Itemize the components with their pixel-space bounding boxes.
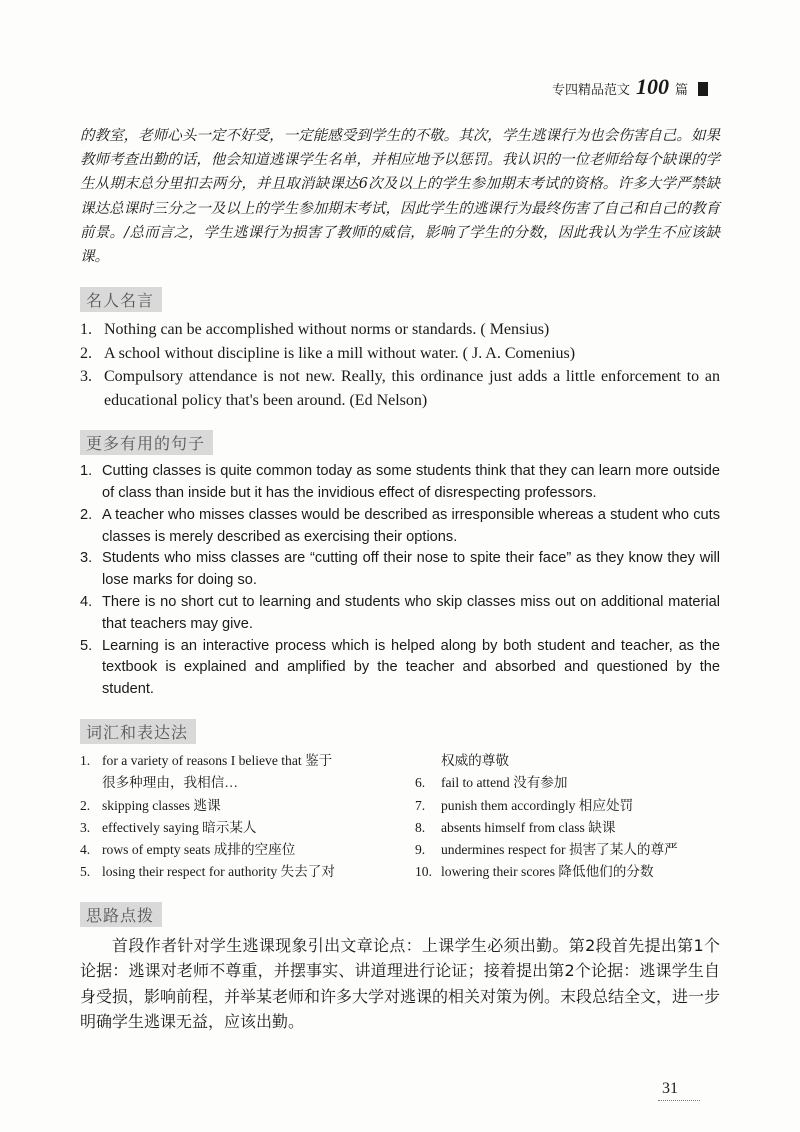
item-text: skipping classes 逃课: [102, 797, 221, 813]
item-number: 7.: [415, 797, 426, 813]
item-text: 很多种理由，我相信…: [102, 775, 238, 791]
vocab-item: [80, 795, 385, 817]
item-text: lowering their scores 降低他们的分数: [441, 864, 654, 880]
item-text: rows of empty seats 成排的空座位: [102, 842, 296, 858]
vocab-left-column: [80, 750, 385, 884]
item-number: [80, 772, 102, 794]
vocab-item: [80, 839, 385, 861]
item-number: [415, 750, 441, 772]
item-number: 4.: [80, 594, 93, 610]
item-number: 8.: [415, 819, 426, 835]
item-number: 1.: [80, 321, 92, 339]
item-text: Cutting classes is quite common today as some students think that they can learn more outside of class than inside but it has the invidious effect of disrespecting professors.: [102, 463, 720, 502]
item-text: A teacher who misses classes would be described as irresponsible whereas a student who cuts classes is merely described as exercising their options.: [102, 506, 720, 545]
item-number: 1.: [80, 463, 93, 480]
quotes-list: [80, 318, 720, 412]
vocab-item: [415, 750, 720, 772]
item-number: 3.: [80, 368, 92, 386]
intro-paragraph: 的教室，老师心头一定不好受，一定能感受到学生的不敬。其次，学生逃课行为也会伤害自己。如果教师考查出勤的话，他会知道逃课学生名单，并相应地予以惩罚。我认识的一位老师给每个缺课的学生从期末总分里扣去两分，并且取消缺课达6次及以上的学生参加期末考试的资格。许多大学严禁缺课达总课时三分之一及以上的学生参加期末考试，因此学生的逃课行为最终伤害了自己和自己的教育前景。/总而言之，学生逃课行为损害了教师的威信，影响了学生的分数，因此我认为学生不应该缺课。: [80, 128, 720, 266]
quotes-section-title: 名人名言: [80, 287, 162, 312]
item-text: Compulsory attendance is not new. Really, this ordinance just adds a little enforcement to an educational policy that's been around. (Ed Nelson): [104, 368, 720, 409]
book-suffix: 篇: [674, 83, 688, 98]
list-item: [80, 342, 720, 366]
item-text: There is no short cut to learning and students who skip classes miss out on additional material that teachers may give.: [102, 594, 720, 632]
item-number: 5.: [80, 864, 91, 880]
vocab-item: [415, 817, 720, 839]
item-text: 权威的尊敬: [441, 752, 509, 768]
vocab-item: [80, 750, 385, 772]
vocab-item: [415, 795, 720, 817]
vocab-item: [415, 861, 720, 883]
list-item: [80, 548, 720, 592]
item-number: 6.: [415, 775, 426, 791]
item-number: 10.: [415, 864, 432, 880]
page-number-underline: [658, 1100, 700, 1104]
list-item: [80, 365, 720, 412]
item-text: Nothing can be accomplished without norms or standards. ( Mensius): [104, 321, 550, 339]
item-number: 4.: [80, 842, 91, 858]
running-header: [552, 74, 708, 100]
vocab-item: [80, 861, 385, 883]
item-text: Students who miss classes are “cutting off their nose to spite their face” as they know they will lose marks for doing so.: [102, 550, 720, 589]
page-number: 31: [662, 1080, 678, 1097]
list-item: [80, 505, 720, 549]
item-text: undermines respect for 损害了某人的尊严: [441, 842, 678, 858]
vocab-item: [80, 817, 385, 839]
vocab-section-title: 词汇和表达法: [80, 719, 196, 744]
item-text: A school without discipline is like a mill without water. ( J. A. Comenius): [104, 344, 576, 362]
vocab-columns: [80, 750, 720, 884]
list-item: [80, 592, 720, 636]
item-number: 9.: [415, 842, 426, 858]
book-number: 100: [635, 74, 669, 99]
item-text: for a variety of reasons I believe that 鉴于: [102, 752, 333, 768]
vocab-item: [415, 839, 720, 861]
book-title: 专四精品范文: [551, 83, 630, 98]
sentences-section-title: 更多有用的句子: [80, 430, 213, 455]
item-text: effectively saying 暗示某人: [102, 819, 257, 835]
page-content: [80, 124, 720, 1035]
bookmark-icon: [698, 82, 708, 96]
vocab-right-column: [415, 750, 720, 884]
item-number: 5.: [80, 637, 93, 654]
item-number: 2.: [80, 506, 93, 523]
vocab-item: [80, 772, 385, 794]
item-number: 1.: [80, 752, 91, 768]
item-text: losing their respect for authority 失去了对: [102, 864, 335, 880]
list-item: [80, 461, 720, 505]
item-text: fail to attend 没有参加: [441, 775, 568, 791]
item-text: Learning is an interactive process which is helped along by both student and teacher, as the textbook is explained and amplified by the teacher and absorbed and questioned by the student.: [102, 637, 720, 698]
analysis-section-title: 思路点拨: [80, 902, 162, 927]
analysis-paragraph: 首段作者针对学生逃课现象引出文章论点：上课学生必须出勤。第2段首先提出第1个论据：逃课对老师不尊重，并摆事实、讲道理进行论证；接着提出第2个论据：逃课学生自身受损，影响前程，并举某老师和许多大学对逃课的相关对策为例。末段总结全文，进一步明确学生逃课无益，应该出勤。: [80, 935, 721, 1032]
list-item: [80, 636, 720, 701]
item-number: 3.: [80, 550, 93, 567]
item-number: 3.: [80, 819, 91, 835]
item-number: 2.: [80, 344, 92, 362]
sentences-list: [80, 461, 720, 701]
vocab-item: [415, 772, 720, 794]
item-number: 2.: [80, 797, 91, 813]
item-text: punish them accordingly 相应处罚: [441, 797, 634, 813]
item-text: absents himself from class 缺课: [441, 819, 616, 835]
list-item: [80, 318, 720, 342]
